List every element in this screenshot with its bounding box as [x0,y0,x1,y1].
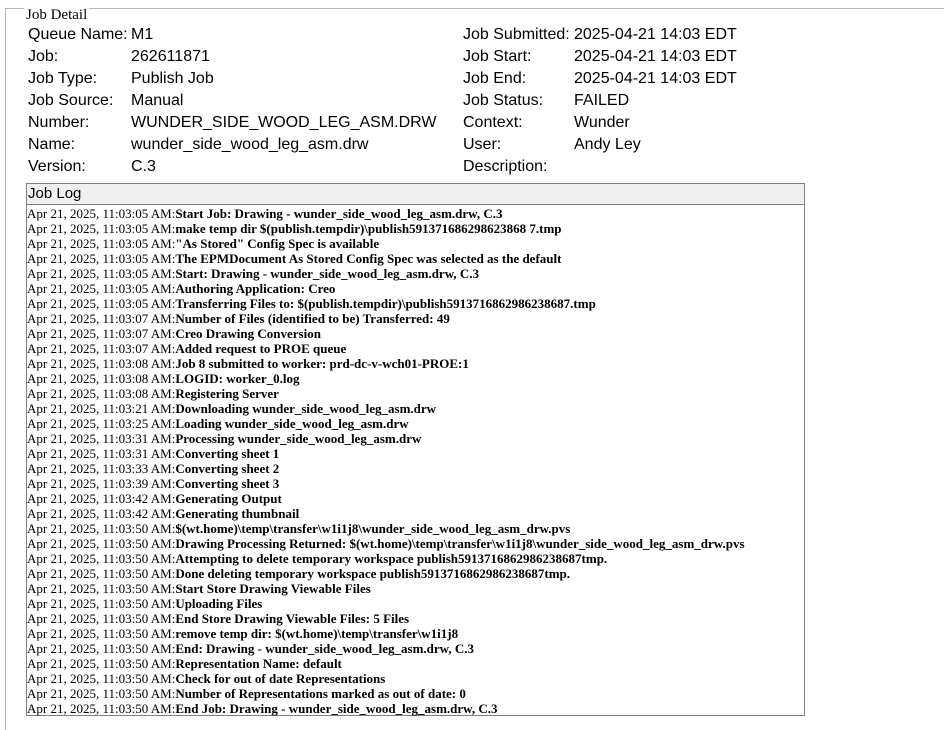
log-entry [27,581,804,596]
log-message: Converting sheet 3 [175,476,280,491]
log-timestamp: Apr 21, 2025, 11:03:50 AM: [27,671,176,686]
log-timestamp: Apr 21, 2025, 11:03:07 AM: [27,326,176,341]
log-message: Uploading Files [175,596,263,611]
log-timestamp: Apr 21, 2025, 11:03:50 AM: [27,551,176,566]
log-entry [27,551,804,566]
log-timestamp: Apr 21, 2025, 11:03:05 AM: [27,281,176,296]
log-entry [27,326,804,341]
log-message: Check for out of date Representations [175,671,386,686]
log-timestamp: Apr 21, 2025, 11:03:50 AM: [27,656,176,671]
log-entry [27,221,804,236]
log-entry [27,446,804,461]
log-timestamp: Apr 21, 2025, 11:03:50 AM: [27,566,176,581]
number-label: Number: [28,114,90,131]
user-value: Andy Ley [574,136,641,153]
log-timestamp: Apr 21, 2025, 11:03:08 AM: [27,356,176,371]
queue-name-value: M1 [131,26,154,43]
log-timestamp: Apr 21, 2025, 11:03:31 AM: [27,431,176,446]
job-type-label: Job Type: [28,70,98,87]
job-log-list[interactable] [27,205,804,716]
log-entry [27,236,804,251]
job-status-value: FAILED [574,92,630,109]
job-source-value: Manual [131,92,184,109]
log-timestamp: Apr 21, 2025, 11:03:05 AM: [27,221,176,236]
log-timestamp: Apr 21, 2025, 11:03:50 AM: [27,626,176,641]
job-status-label: Job Status: [463,92,544,109]
log-message: $(wt.home)\temp\transfer\w1i1j8\wunder_side_wood_leg_asm_drw.pvs [175,521,571,536]
log-entry [27,476,804,491]
log-entry [27,416,804,431]
log-message: Start Store Drawing Viewable Files [175,581,371,596]
detail-row [28,134,908,156]
detail-row [28,68,908,90]
log-entry [27,296,804,311]
log-message: Transferring Files to: $(publish.tempdir)\publish5913716862986238687.tmp [175,296,596,311]
log-message: LOGID: worker_0.log [175,371,300,386]
log-entry [27,431,804,446]
log-message: Processing wunder_side_wood_leg_asm.drw [175,431,422,446]
log-entry [27,206,804,221]
log-message: Number of Files (identified to be) Transferred: 49 [175,311,450,326]
log-entry [27,566,804,581]
log-message: make temp dir $(publish.tempdir)\publish591371686298623868 7.tmp [175,221,562,236]
log-entry [27,626,804,641]
job-submitted-label: Job Submitted: [463,26,570,43]
context-value: Wunder [574,114,630,131]
name-value: wunder_side_wood_leg_asm.drw [131,136,369,153]
log-message: The EPMDocument As Stored Config Spec was selected as the default [175,251,562,266]
log-entry [27,386,804,401]
detail-row [28,46,908,68]
job-detail-grid [28,24,908,178]
log-timestamp: Apr 21, 2025, 11:03:50 AM: [27,596,176,611]
log-timestamp: Apr 21, 2025, 11:03:25 AM: [27,416,176,431]
log-entry [27,596,804,611]
log-message: Drawing Processing Returned: $(wt.home)\temp\transfer\w1i1j8\wunder_side_wood_leg_asm_drw.pvs [175,536,745,551]
log-timestamp: Apr 21, 2025, 11:03:50 AM: [27,701,176,716]
log-entry [27,251,804,266]
log-entry [27,611,804,626]
log-timestamp: Apr 21, 2025, 11:03:33 AM: [27,461,176,476]
log-timestamp: Apr 21, 2025, 11:03:08 AM: [27,386,176,401]
log-message: remove temp dir: $(wt.home)\temp\transfer\w1i1j8 [175,626,459,641]
detail-row [28,156,908,178]
log-message: End: Drawing - wunder_side_wood_leg_asm.drw, C.3 [175,641,474,656]
job-submitted-value: 2025-04-21 14:03 EDT [574,26,737,43]
log-message: Generating thumbnail [175,506,300,521]
detail-row [28,112,908,134]
job-type-value: Publish Job [131,70,214,87]
version-label: Version: [28,158,86,175]
log-timestamp: Apr 21, 2025, 11:03:21 AM: [27,401,176,416]
log-message: Creo Drawing Conversion [175,326,321,341]
log-message: Start Job: Drawing - wunder_side_wood_leg_asm.drw, C.3 [175,206,503,221]
log-message: Start: Drawing - wunder_side_wood_leg_asm.drw, C.3 [175,266,480,281]
log-entry [27,656,804,671]
log-entry [27,311,804,326]
job-label: Job: [28,48,59,65]
log-entry [27,536,804,551]
log-message: End Job: Drawing - wunder_side_wood_leg_asm.drw, C.3 [175,701,498,716]
log-entry [27,506,804,521]
log-timestamp: Apr 21, 2025, 11:03:39 AM: [27,476,176,491]
job-value: 262611871 [131,48,210,65]
log-timestamp: Apr 21, 2025, 11:03:05 AM: [27,296,176,311]
log-message: Authoring Application: Creo [175,281,336,296]
log-message: Number of Representations marked as out of date: 0 [175,686,466,701]
log-timestamp: Apr 21, 2025, 11:03:50 AM: [27,611,176,626]
job-end-value: 2025-04-21 14:03 EDT [574,70,737,87]
log-entry [27,461,804,476]
log-message: Registering Server [175,386,279,401]
job-source-label: Job Source: [28,92,114,109]
log-entry [27,356,804,371]
log-entry [27,641,804,656]
log-message: Loading wunder_side_wood_leg_asm.drw [175,416,409,431]
log-timestamp: Apr 21, 2025, 11:03:05 AM: [27,236,176,251]
log-entry [27,281,804,296]
log-timestamp: Apr 21, 2025, 11:03:50 AM: [27,641,176,656]
log-message: Generating Output [175,491,282,506]
name-label: Name: [28,136,76,153]
log-message: Job 8 submitted to worker: prd-dc-v-wch01-PROE:1 [175,356,469,371]
log-entry [27,266,804,281]
log-entry [27,671,804,686]
log-timestamp: Apr 21, 2025, 11:03:50 AM: [27,686,176,701]
log-message: Done deleting temporary workspace publish5913716862986238687tmp. [175,566,571,581]
number-value: WUNDER_SIDE_WOOD_LEG_ASM.DRW [131,114,437,131]
detail-row [28,24,908,46]
log-message: Downloading wunder_side_wood_leg_asm.drw [175,401,437,416]
log-message: Converting sheet 2 [175,461,280,476]
log-entry [27,341,804,356]
version-value: C.3 [131,158,156,175]
job-start-value: 2025-04-21 14:03 EDT [574,48,737,65]
log-message: "As Stored" Config Spec is available [175,236,380,251]
log-message: Attempting to delete temporary workspace publish5913716862986238687tmp. [175,551,608,566]
log-entry [27,371,804,386]
log-timestamp: Apr 21, 2025, 11:03:05 AM: [27,251,176,266]
description-label: Description: [463,158,548,175]
log-message: Representation Name: default [175,656,342,671]
queue-name-label: Queue Name: [28,26,128,43]
log-entry [27,521,804,536]
log-timestamp: Apr 21, 2025, 11:03:05 AM: [27,206,176,221]
log-timestamp: Apr 21, 2025, 11:03:31 AM: [27,446,176,461]
log-timestamp: Apr 21, 2025, 11:03:05 AM: [27,266,176,281]
job-end-label: Job End: [463,70,527,87]
log-timestamp: Apr 21, 2025, 11:03:50 AM: [27,521,176,536]
job-start-label: Job Start: [463,48,532,65]
job-detail-legend: Job Detail [26,7,88,23]
log-timestamp: Apr 21, 2025, 11:03:07 AM: [27,311,176,326]
log-entry [27,401,804,416]
job-log-header: Job Log [27,184,804,205]
log-message: Converting sheet 1 [175,446,280,461]
log-entry [27,701,804,716]
log-entry [27,686,804,701]
log-timestamp: Apr 21, 2025, 11:03:50 AM: [27,581,176,596]
log-timestamp: Apr 21, 2025, 11:03:07 AM: [27,341,176,356]
context-label: Context: [463,114,523,131]
log-timestamp: Apr 21, 2025, 11:03:42 AM: [27,506,176,521]
job-log-panel [26,183,805,716]
log-message: Added request to PROE queue [175,341,347,356]
log-entry [27,491,804,506]
log-timestamp: Apr 21, 2025, 11:03:50 AM: [27,536,176,551]
log-timestamp: Apr 21, 2025, 11:03:42 AM: [27,491,176,506]
log-timestamp: Apr 21, 2025, 11:03:08 AM: [27,371,176,386]
detail-row [28,90,908,112]
log-message: End Store Drawing Viewable Files: 5 Files [175,611,410,626]
user-label: User: [463,136,502,153]
